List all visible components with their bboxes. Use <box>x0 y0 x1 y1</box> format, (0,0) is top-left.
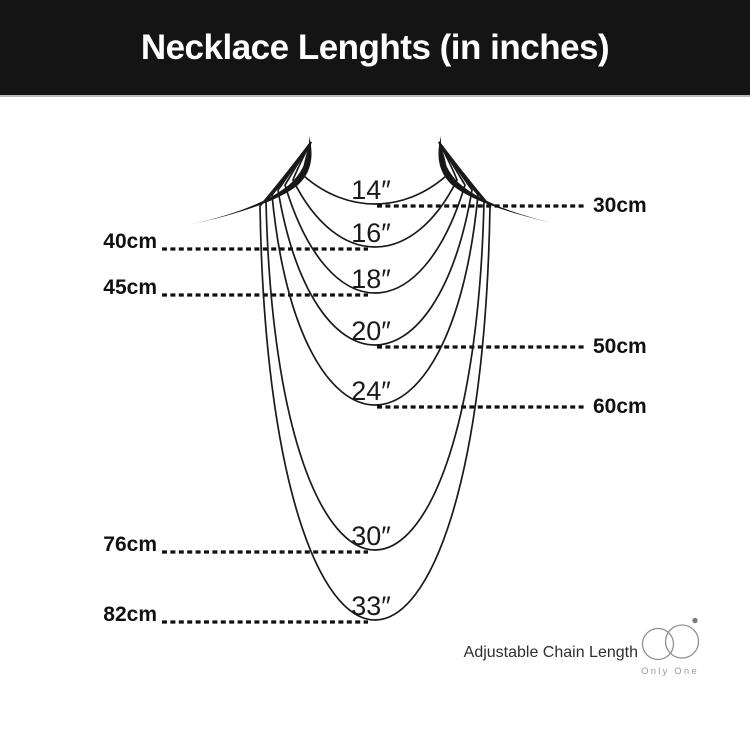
cm-label-45cm: 45cm <box>103 276 157 299</box>
diagram-root <box>103 136 646 626</box>
brand-name: Only One <box>641 666 699 677</box>
inch-label-24in: 24″ <box>351 376 391 406</box>
brand-logo-right-circle-icon <box>666 625 699 658</box>
cm-label-76cm: 76cm <box>103 533 157 556</box>
cm-label-30cm: 30cm <box>593 194 647 217</box>
cm-label-50cm: 50cm <box>593 335 647 358</box>
inch-label-18in: 18″ <box>351 264 391 294</box>
cm-label-60cm: 60cm <box>593 395 647 418</box>
inch-label-20in: 20″ <box>351 316 391 346</box>
inch-label-14in: 14″ <box>351 175 391 205</box>
inch-label-30in: 30″ <box>351 521 391 551</box>
footer-caption: Adjustable Chain Length <box>463 644 638 661</box>
cm-label-82cm: 82cm <box>103 603 157 626</box>
cm-label-40cm: 40cm <box>103 230 157 253</box>
inch-label-16in: 16″ <box>351 218 391 248</box>
brand-logo-dot-icon <box>692 618 697 623</box>
brand-logo-left-circle-icon <box>643 629 674 660</box>
inch-label-33in: 33″ <box>351 591 391 621</box>
page-title: Necklace Lenghts (in inches) <box>140 27 610 67</box>
brand-footer <box>464 618 699 677</box>
